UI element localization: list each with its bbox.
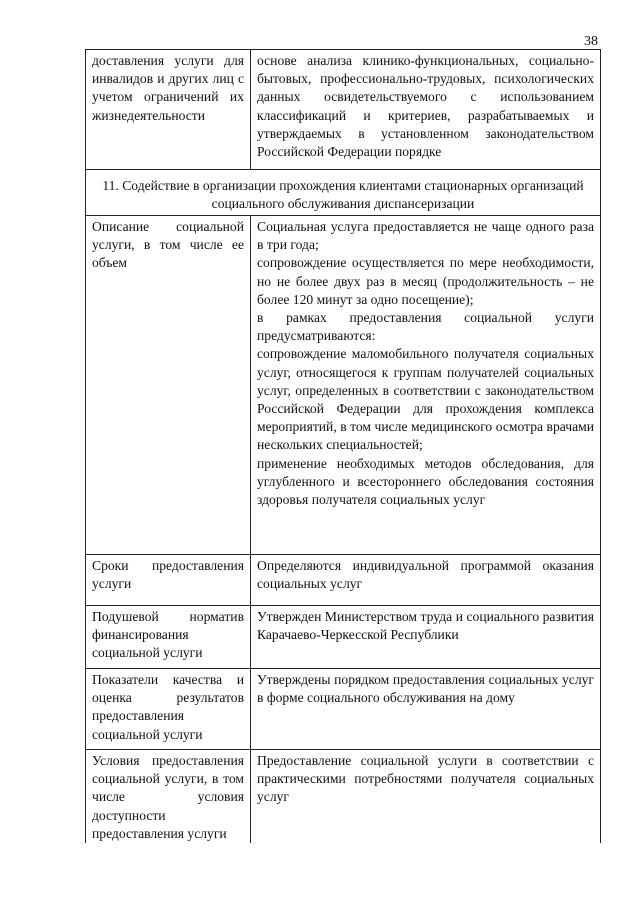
row-content-line: Утверждены порядком предоставления социальных услуг в форме социального обслуживания на дому — [257, 672, 594, 706]
row-label-text: Показатели качества и оценка результатов предоставления социальной услуги — [92, 672, 244, 742]
row-label-text: Сроки предоставления услуги — [92, 558, 244, 592]
table-row — [86, 50, 601, 170]
row-content-line: сопровождение маломобильного получателя социальных услуг, относящегося к группам получателей социальных услуг, определенных в соответствии с законодательством Российской Федерации для прохождения комплекса мероприятий, в том числе медицинского осмотра врачами нескольких специальностей; — [257, 346, 594, 453]
row-label-text: Описание социальной услуги, в том числе ее объем — [92, 219, 244, 271]
table-row — [86, 669, 601, 750]
row-label — [86, 50, 251, 170]
row-content — [251, 750, 601, 844]
row-content-line: применение необходимых методов обследования, для углубленного и всестороннего обследования состояния здоровья получателя социальных услуг — [257, 455, 594, 508]
row-label — [86, 750, 251, 844]
row-label — [86, 606, 251, 669]
page-number: 38 — [584, 34, 598, 49]
services-table — [85, 49, 601, 843]
row-content-line: Предоставление социальной услуги в соответствии с практическими потребностями получателя социальных услуг — [257, 753, 594, 805]
row-content — [251, 606, 601, 669]
row-content-line: Утвержден Министерством труда и социального развития Карачаево-Черкесской Республики — [257, 609, 594, 643]
row-label-text: Подушевой норматив финансирования социальной услуги — [92, 609, 244, 661]
table-row — [86, 555, 601, 606]
row-content — [251, 669, 601, 750]
row-label — [86, 555, 251, 606]
row-content — [251, 555, 601, 606]
section-title: 11. Содействие в организации прохождения клиентами стационарных организаций социального обслуживания диспансеризации — [86, 170, 601, 216]
row-label — [86, 216, 251, 555]
row-label — [86, 669, 251, 750]
row-content-line: Социальная услуга предоставляется не чаще одного раза в три года; — [257, 219, 594, 253]
row-content — [251, 50, 601, 170]
row-content-text: основе анализа клинико-функциональных, социально-бытовых, профессионально-трудовых, психологических данных освидетельствуемого с использованием классификаций и критериев, разрабатываемых и утверждаемых в установленном законодательством Российской Федерации порядке — [257, 53, 594, 160]
row-content-line: сопровождение осуществляется по мере необходимости, но не более двух раз в месяц (продолжительность – не более 120 минут за одно посещение); — [257, 255, 594, 307]
table-row — [86, 606, 601, 669]
row-label-text: доставления услуги для инвалидов и других лиц с учетом ограничений их жизнедеятельности — [92, 53, 244, 123]
section-header-row — [86, 170, 601, 216]
row-label-text: Условия предоставления социальной услуги, в том числе условия доступности предоставления услуги — [92, 753, 244, 841]
table-row — [86, 750, 601, 844]
row-content-line: Определяются индивидуальной программой оказания социальных услуг — [257, 558, 594, 592]
table-row — [86, 216, 601, 555]
row-content-line: в рамках предоставления социальной услуги предусматриваются: — [257, 310, 594, 344]
row-content — [251, 216, 601, 555]
